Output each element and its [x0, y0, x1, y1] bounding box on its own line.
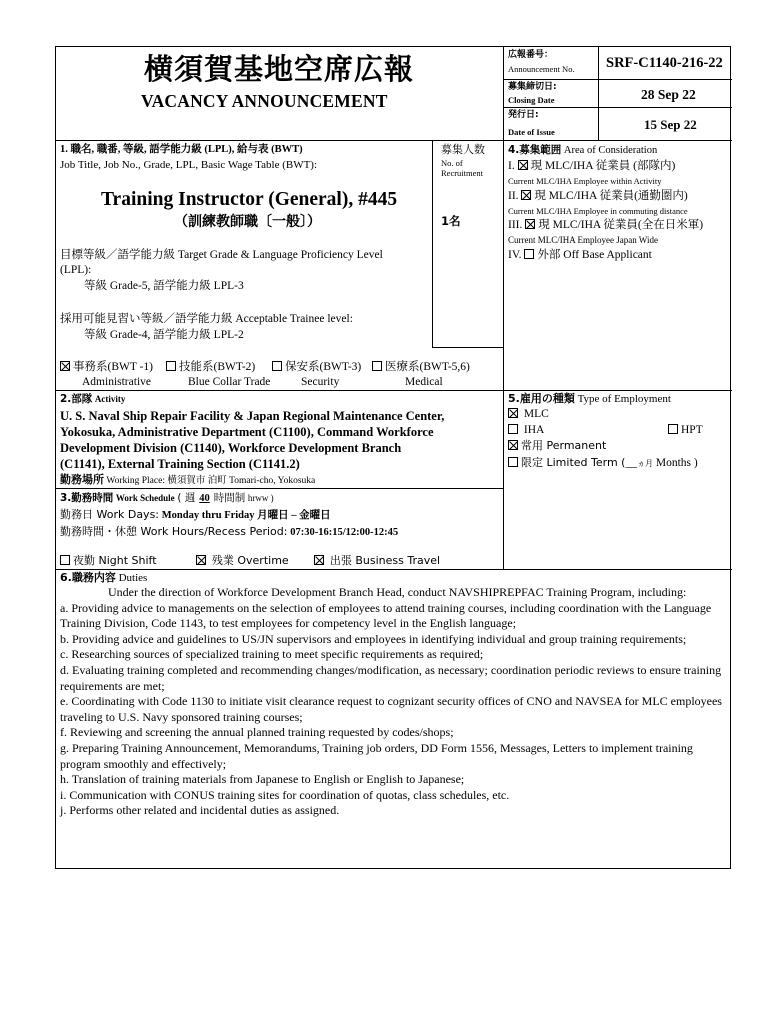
bwt-administrative-sub: Administrative [82, 376, 151, 388]
employment-mlc: MLC [508, 408, 549, 421]
duty-item-b: b. Providing advice and guidelines to US/JN supervisors and employees in identifying individual and group training requirements; [60, 631, 687, 646]
checkbox[interactable] [668, 424, 678, 434]
checkbox[interactable] [166, 361, 176, 371]
section5-heading: 5.雇用の種類 Type of Employment [508, 392, 671, 405]
section1-subheading: Job Title, Job No., Grade, LPL, Basic Wage Table (BWT): [60, 159, 318, 171]
recruitment-value: 1名 [441, 214, 461, 228]
work-place: 勤務場所 Working Place: 横須賀市 泊町 Tomari-cho, Yokosuka [60, 473, 316, 486]
duty-item-f: f. Reviewing and screening the annual planned training requested by codes/shops; [60, 725, 454, 740]
section2-heading: 2.部隊 Activity [60, 393, 126, 405]
activity-line-3: Development Division (C1140), Workforce Development Branch [60, 441, 402, 455]
checkbox[interactable] [372, 361, 382, 371]
divider [432, 347, 503, 348]
bwt-administrative: 事務系(BWT -1) [60, 361, 153, 374]
work-days: 勤務日 Work Days: Monday thru Friday 月曜日 – 金曜日 [60, 508, 331, 521]
closing-date: 28 Sep 22 [641, 87, 696, 102]
activity-line-2: Yokosuka, Administrative Department (C1100), Command Workforce [60, 425, 434, 439]
section6-heading: 6.職務内容 Duties [60, 571, 148, 584]
overtime-option: 残業 Overtime [196, 555, 289, 568]
duties-list [60, 585, 724, 819]
activity-line-4: (C1141), External Training Section (C1141.2) [60, 457, 300, 471]
employment-hpt: HPT [668, 424, 703, 437]
job-title-jp: （訓練教師職〔一般〕） [174, 214, 321, 230]
duty-item-c: c. Researching sources of specialized training to meet specific requirements as required; [60, 647, 484, 662]
area-item-1-sub: Current MLC/IHA Employee within Activity [508, 176, 662, 186]
checkbox-checked[interactable] [521, 190, 531, 200]
recruitment-label-en2: Recruitment [441, 168, 484, 178]
bwt-medical-sub: Medical [405, 376, 443, 388]
announcement-no-label: 広報番号： [508, 50, 554, 60]
divider [56, 390, 732, 391]
employment-limited: 限定 Limited Term (__ヵ月 Months ) [508, 457, 698, 470]
employment-iha: IHA [508, 424, 544, 437]
closing-date-label: 募集締切日: [508, 82, 557, 92]
checkbox-checked[interactable] [518, 160, 528, 170]
bwt-medical: 医療系(BWT-5,6) [372, 361, 470, 374]
checkbox[interactable] [524, 249, 534, 259]
area-item-3-sub: Current MLC/IHA Employee Japan Wide [508, 235, 658, 245]
checkbox[interactable] [508, 424, 518, 434]
duty-item-h: h. Translation of training materials from Japanese to English or English to Japanese; [60, 772, 465, 787]
section4-heading: 4.募集範囲 Area of Consideration [508, 144, 658, 156]
duties-intro: Under the direction of Workforce Development Branch Head, conduct NAVSHIPREPFAC Training Program, including: [108, 585, 687, 599]
checkbox-checked[interactable] [196, 555, 206, 565]
bwt-security-sub: Security [301, 376, 340, 388]
target-grade-label: 目標等級／語学能力級 Target Grade & Language Proficiency Level [60, 249, 383, 261]
duty-item-d: d. Evaluating training completed and recommending changes/modification, as necessary; coordination periodic reviews to ensure training requirements are met; [60, 662, 722, 693]
duty-item-j: j. Performs other related and incidental duties as assigned. [60, 803, 340, 818]
area-item-2: II. 現 MLC/IHA 従業員(通勤圏内) [508, 190, 688, 202]
checkbox-checked[interactable] [508, 440, 518, 450]
issue-date-label: 発行日: [508, 110, 539, 120]
checkbox[interactable] [272, 361, 282, 371]
announcement-no-label-en: Announcement No. [508, 64, 575, 74]
bwt-blue-collar: 技能系(BWT-2) [166, 361, 255, 374]
activity-line-1: U. S. Naval Ship Repair Facility & Japan Regional Maintenance Center, [60, 409, 445, 423]
closing-date-label-en: Closing Date [508, 95, 555, 105]
issue-date: 15 Sep 22 [644, 117, 697, 132]
vacancy-form [55, 46, 731, 869]
divider [56, 488, 503, 489]
recruitment-label-jp: 募集人数 [441, 143, 485, 156]
checkbox-checked[interactable] [314, 555, 324, 565]
divider [503, 79, 732, 80]
job-title: Training Instructor (General), #445 [101, 189, 398, 210]
duty-item-g: g. Preparing Training Announcement, Memorandums, Training job orders, DD Form 1556, Messages, Letters to implement training program smoothly and effectively; [60, 740, 693, 771]
divider [598, 47, 599, 140]
acceptable-level-value: 等級 Grade-4, 語学能力級 LPL-2 [84, 329, 244, 341]
checkbox-checked[interactable] [60, 361, 70, 371]
divider [56, 569, 732, 570]
issue-date-label-en: Date of Issue [508, 127, 555, 137]
work-hours: 勤務時間・休憩 Work Hours/Recess Period: 07:30-16:15/12:00-12:45 [60, 525, 399, 538]
night-shift-option: 夜勤 Night Shift [60, 555, 157, 568]
business-travel-option: 出張 Business Travel [314, 555, 440, 568]
target-grade-label-cont: (LPL): [60, 264, 92, 276]
duty-item-a: a. Providing advice to managements on the selection of employees to attend training courses, including coordination with the Language Training Division, Code 1143, to test employees for competency level in the English language; [60, 600, 712, 631]
employment-permanent: 常用 Permanent [508, 440, 606, 453]
target-grade-value: 等級 Grade-5, 語学能力級 LPL-3 [84, 280, 244, 292]
duty-item-e: e. Coordinating with Code 1130 to initiate visit clearance request to cognizant security offices of CNO and NAVSEA for MLC employees traveling to U.S. Navy sponsored training courses; [60, 694, 722, 724]
divider [432, 140, 433, 347]
section1-heading: 1. 職名, 職番, 等級, 語学能力級 (LPL), 給与表 (BWT) [60, 144, 303, 155]
area-item-4: IV. 外部 Off Base Applicant [508, 249, 652, 261]
section3-heading: 3.勤務時間 Work Schedule ( 週 40 時間制 hrww ) [60, 492, 274, 504]
bwt-security: 保安系(BWT-3) [272, 361, 361, 374]
announcement-no: SRF-C1140-216-22 [606, 55, 723, 71]
acceptable-level-label: 採用可能見習い等級／語学能力級 Acceptable Trainee level: [60, 313, 353, 325]
area-item-1: I. 現 MLC/IHA 従業員 (部隊内) [508, 160, 676, 172]
area-item-3: III. 現 MLC/IHA 従業員(全在日米軍) [508, 219, 704, 231]
divider [56, 140, 732, 141]
area-item-2-sub: Current MLC/IHA Employee in commuting distance [508, 206, 688, 216]
divider [503, 107, 732, 108]
title-en: VACANCY ANNOUNCEMENT [141, 91, 388, 111]
duty-item-i: i. Communication with CONUS training sites for coordination of quotas, class schedules, etc. [60, 787, 510, 802]
bwt-blue-collar-sub: Blue Collar Trade [188, 376, 271, 388]
checkbox[interactable] [60, 555, 70, 565]
title-jp: 横須賀基地空席広報 [144, 52, 415, 86]
recruitment-label-en: No. of [441, 158, 463, 168]
checkbox[interactable] [508, 457, 518, 467]
checkbox-checked[interactable] [508, 408, 518, 418]
checkbox-checked[interactable] [525, 219, 535, 229]
divider [503, 47, 504, 569]
